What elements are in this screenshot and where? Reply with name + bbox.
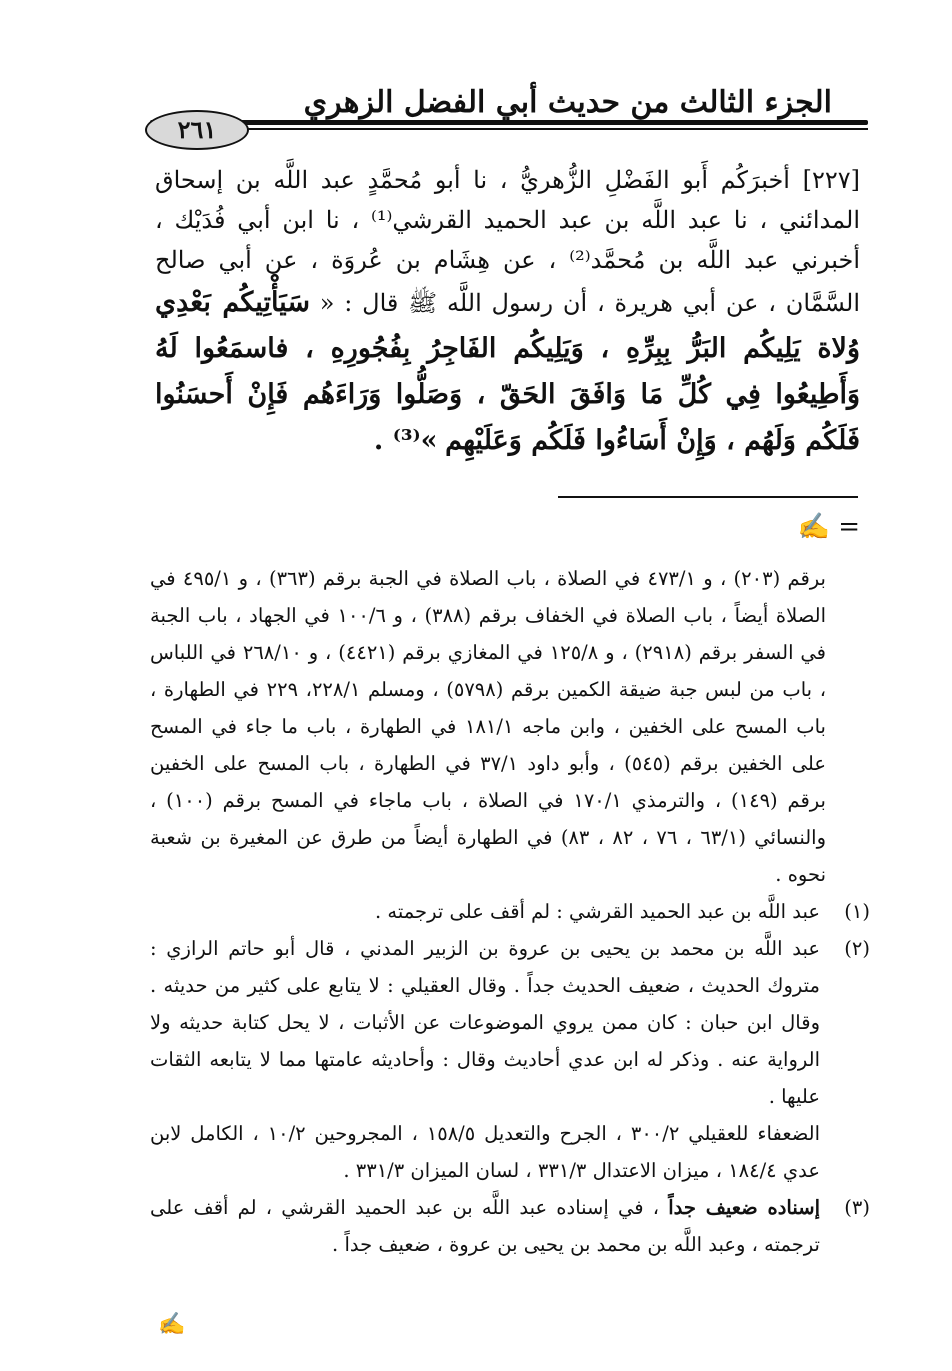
footnote-2 [150,930,870,1115]
footnote-continuation: برقم (٢٠٣) ، و ٤٧٣/١ في الصلاة ، باب الصلاة في الجبة برقم (٣٦٣) ، و ٤٩٥/١ في الصلاة أيضاً ، باب الصلاة في الخفاف برقم (٣٨٨) ، و ١٠٠/٦ في الجهاد ، باب الجبة في السفر برقم (٢٩١٨) ، و ١٢٥/٨ في المغازي برقم (٤٤٢١) ، و ٢٦٨/١٠ في اللباس ، باب من لبس جبة ضيقة الكمين برقم (٥٧٩٨) ، ومسلم ٢٢٨/١، ٢٢٩ في الطهارة ، باب المسح على الخفين ، وابن ماجه ١٨١/١ في الطهارة ، باب ما جاء في المسح على الخفين برقم (٥٤٥) ، وأبو داود ٣٧/١ في الطهارة ، باب المسح على الخفين برقم (١٤٩) ، والترمذي ١٧٠/١ في الصلاة ، باب ماجاء في المسح برقم (١٠٠) ، والنسائي (٦٣/١ ، ٧٦ ، ٨٢ ، ٨٣) في الطهارة أيضاً من طرق عن المغيرة بن شعبة نحوه . [150,567,827,886]
hadith-closing: »⁽³⁾ . [373,425,438,456]
footnote-verdict: إسناده ضعيف جداً [668,1196,820,1219]
footnote-number: (٢) [844,937,870,960]
hadith-matn: سَيَأْتِيكُم بَعْدِي وُلاة يَلِيكُم البَرُّ بِبِرِّهِ ، وَيَلِيكُم الفَاجِرُ بِفُجُورِهِ ، فاسمَعُوا لَهُ وَأَطِيعُوا فِي كُلِّ مَا وَافَقَ الحَقّ ، وَصَلُّوا وَرَاءَهُم فَإِنْ أَحسَنُوا فَلَكُم وَلَهُم ، وَإِنْ أَسَاءُوا فَلَكُم وَعَلَيْهِم [155,287,860,456]
footnote-divider [558,496,858,498]
footnote-3 [150,1189,870,1263]
footnote-2-sources [150,1115,870,1189]
hadith-number: [٢٢٧] [802,166,860,194]
page-number: ٢٦١ [145,110,249,150]
footnotes [150,560,870,1263]
footnote-1 [150,893,870,930]
continuation-mark: = ✍ [797,512,860,542]
footnote-text: ، في إسناده عبد اللَّه بن عبد الحميد القرشي ، لم أقف على ترجمته ، وعبد اللَّه بن محمد بن يحيى بن عروة ، ضعيف جداً . [150,1196,820,1256]
header-rule-thin [150,128,868,130]
header-rule [150,120,868,125]
footnote-number: (١) [844,900,870,923]
running-title: الجزء الثالث من حديث أبي الفضل الزهري [303,85,832,120]
hadith-isnad: أخبرَكُم أَبو الفَضْلِ الزُّهريُّ ، نا أبو مُحمَّدٍ عبد اللَّه بن إسحاق المدائني ، نا عبد اللَّه بن عبد الحميد القرشي⁽¹⁾ ، نا ابن أبي فُدَيْك ، أخبرني عبد اللَّه بن مُحمَّد⁽²⁾ ، عن هِشَام بن عُروَة ، عن أبي صالح السَّمَّان ، عن أبي هريرة ، أن رسول اللَّه ﷺ قال : « [155,166,861,317]
hadith-text [155,160,860,464]
footnote-text: عبد اللَّه بن عبد الحميد القرشي : لم أقف على ترجمته . [375,900,820,923]
footnote-text: عبد اللَّه بن محمد بن يحيى بن عروة بن الزبير المدني ، قال أبو حاتم الرازي : متروك الحديث ، ضعيف الحديث جداً . وقال العقيلي : لا يتابع على كثير من حديثه . وقال ابن حبان : كان ممن يروي الموضوعات عن الأثبات ، لا يحل كتابة حديثه ولا الرواية عنه . وذكر له ابن عدي أحاديث وقال : وأحاديثه عامتها مما لا يتابعه الثقات عليها . [150,937,820,1108]
end-mark: ✍ [158,1312,186,1337]
footnote-sources: الضعفاء للعقيلي ٣٠٠/٢ ، الجرح والتعديل ١٥٨/٥ ، المجروحين ١٠/٢ ، الكامل لابن عدي ١٨٤/٤ ، ميزان الاعتدال ٣٣١/٣ ، لسان الميزان ٣٣١/٣ . [150,1122,820,1182]
footnote-number: (٣) [844,1196,870,1219]
